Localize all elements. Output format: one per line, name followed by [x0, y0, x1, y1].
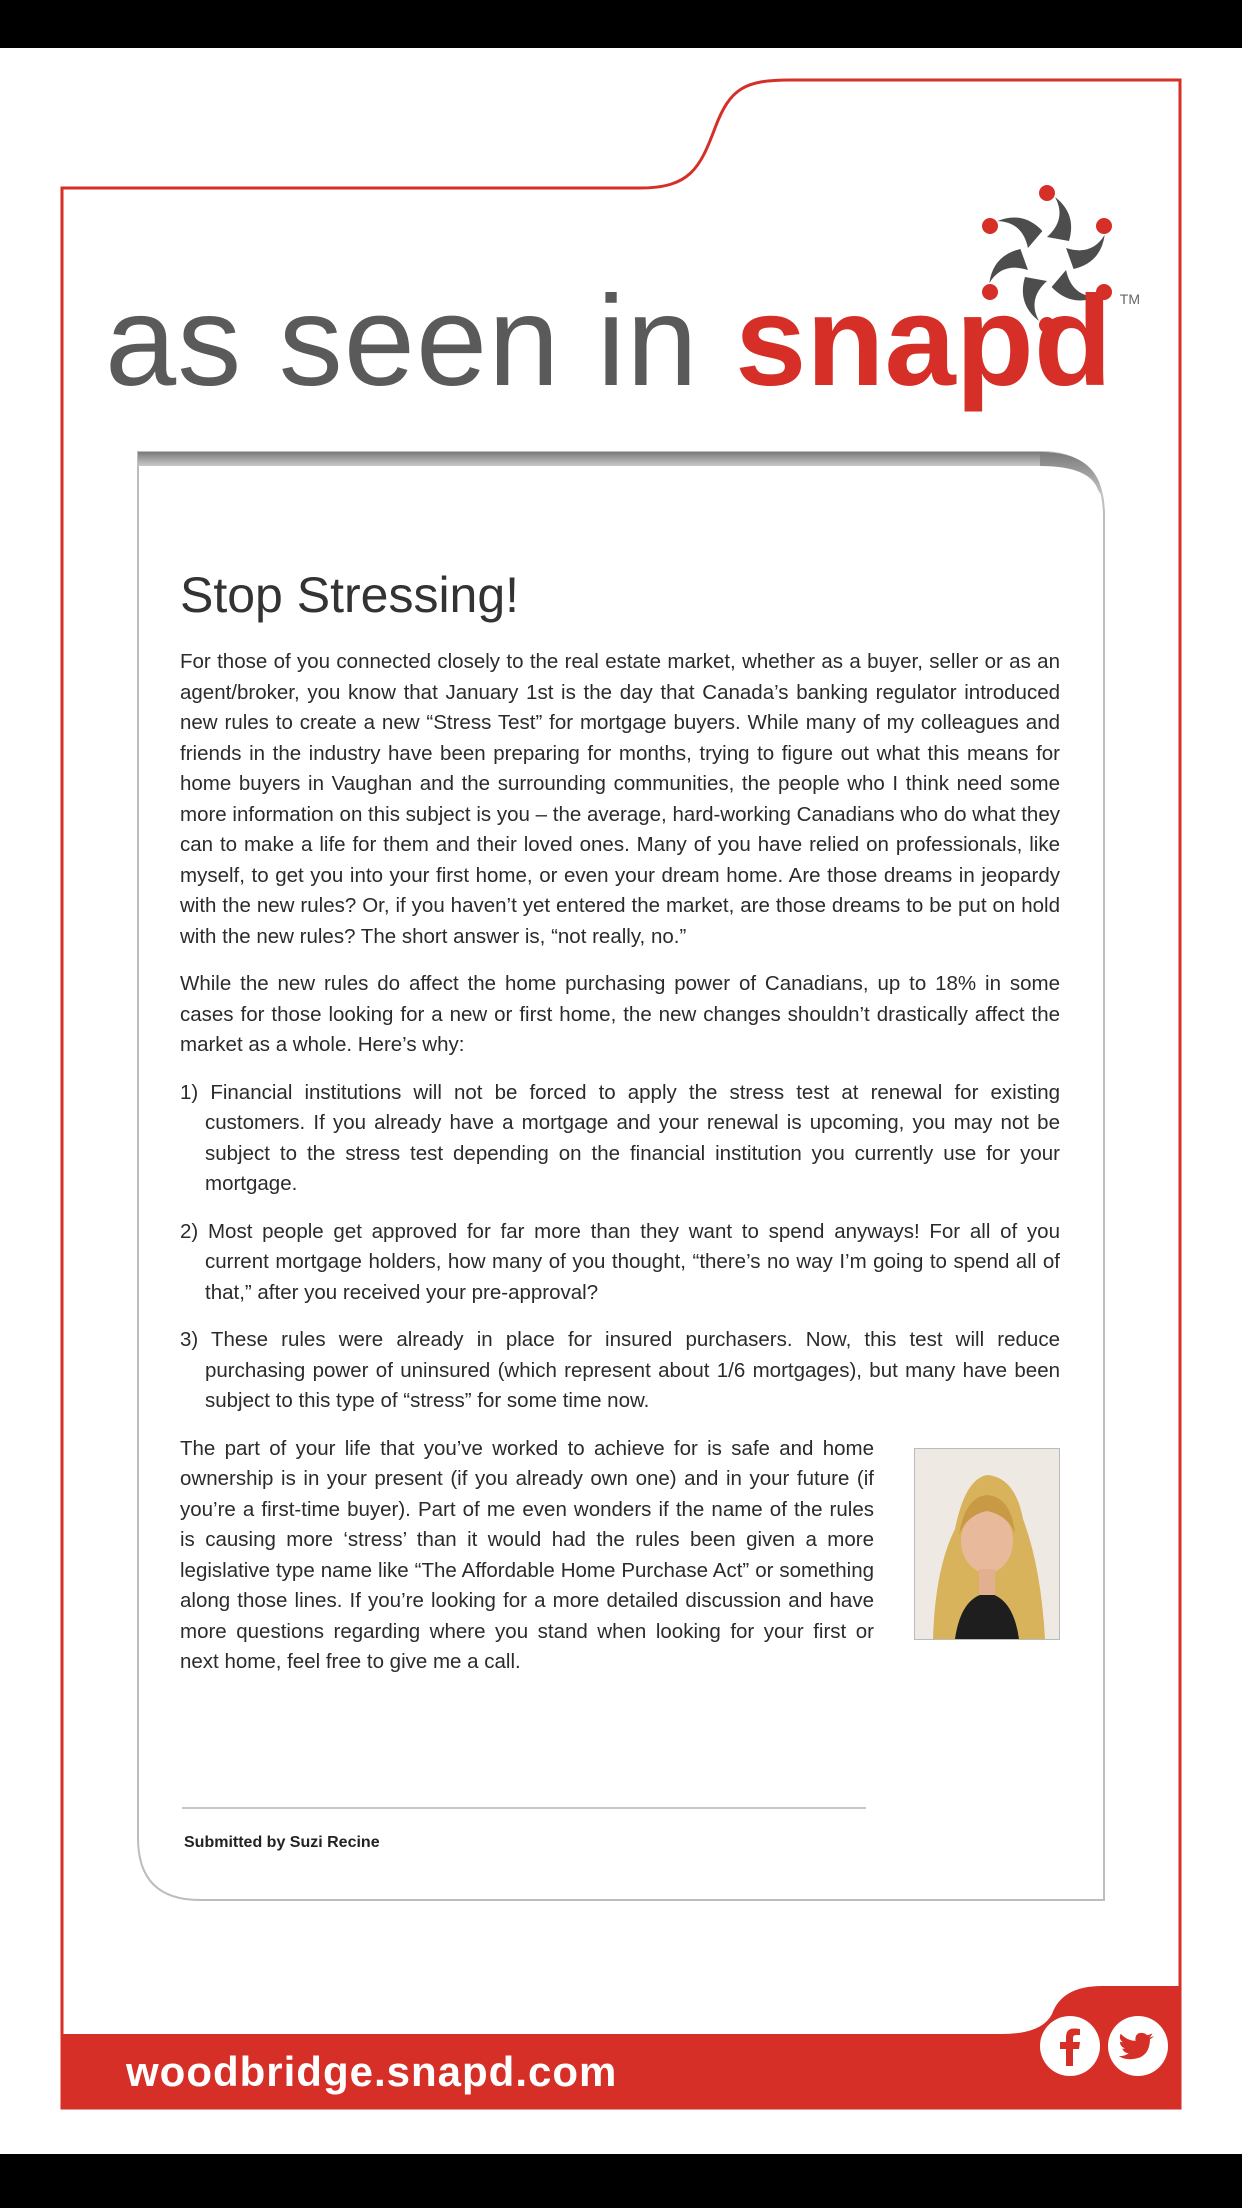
page [0, 48, 1242, 2154]
article-paragraph: For those of you connected closely to the real estate market, whether as a buyer, seller or as an agent/broker, you know that January 1st is the day that Canada’s banking regulator introduced new rules to create a new “Stress Test” for mortgage buyers. While many of my colleagues and friends in the industry have been preparing for months, trying to figure out what this means for home buyers in Vaughan and the surrounding communities, the people who I think need some more information on this subject is you – the average, hard-working Canadians who do what they can to make a life for them and their loved ones. Many of you have relied on professionals, like myself, to get you into your first home, or even your dream home. Are those dreams in jeopardy with the new rules? Or, if you haven’t yet entered the market, are those dreams to be put on hold with the new rules? The short answer is, “not really, no.” [180, 650, 1060, 948]
facebook-icon[interactable] [1040, 2016, 1100, 2076]
twitter-icon[interactable] [1108, 2016, 1168, 2076]
trademark-mark: TM [1119, 291, 1140, 307]
author-credit: Submitted by Suzi Recine [184, 1834, 380, 1851]
brand-name: snapd [735, 270, 1112, 413]
site-url-link[interactable]: woodbridge.snapd.com [126, 2048, 618, 2095]
list-item: 2) Most people get approved for far more than they want to spend anyways! For all of you current mortgage holders, how many of you thought, “there’s no way I’m going to spend all of that,” after you received your pre-approval? [180, 1219, 1060, 1304]
article-title: Stop Stressing! [180, 567, 520, 623]
article-body [180, 568, 1060, 1678]
author-portrait [914, 1448, 1060, 1640]
brand-tagline [105, 270, 1112, 413]
closing-paragraph: The part of your life that you’ve worked to achieve for is safe and home ownership is in your present (if you already own one) and in your future (if you’re a first-time buyer). Part of me even wonders if the name of the rules is causing more ‘stress’ than it would had the rules been given a more legislative type name like “The Affordable Home Purchase Act” or something along those lines. If you’re looking for a more detailed discussion and have more questions regarding where you stand when looking for your first or next home, feel free to give me a call. [180, 1436, 874, 1673]
brand-prefix: as seen in [105, 270, 736, 413]
list-item: 1) Financial institutions will not be forced to apply the stress test at renewal for existing customers. If you already have a mortgage and your renewal is upcoming, you may not be subject to the stress test depending on the financial institution you currently use for your mortgage. [180, 1080, 1060, 1195]
divider [182, 1807, 866, 1809]
reasons-list [180, 1078, 1060, 1417]
list-item: 3) These rules were already in place for insured purchasers. Now, this test will reduce purchasing power of uninsured (which represent about 1/6 mortgages), but many have been subject to this type of “stress” for some time now. [180, 1328, 1060, 1412]
article-paragraph: While the new rules do affect the home purchasing power of Canadians, up to 18% in some cases for those looking for a new or first home, the new changes shouldn’t drastically affect the market as a whole. Here’s why: [180, 972, 1060, 1056]
